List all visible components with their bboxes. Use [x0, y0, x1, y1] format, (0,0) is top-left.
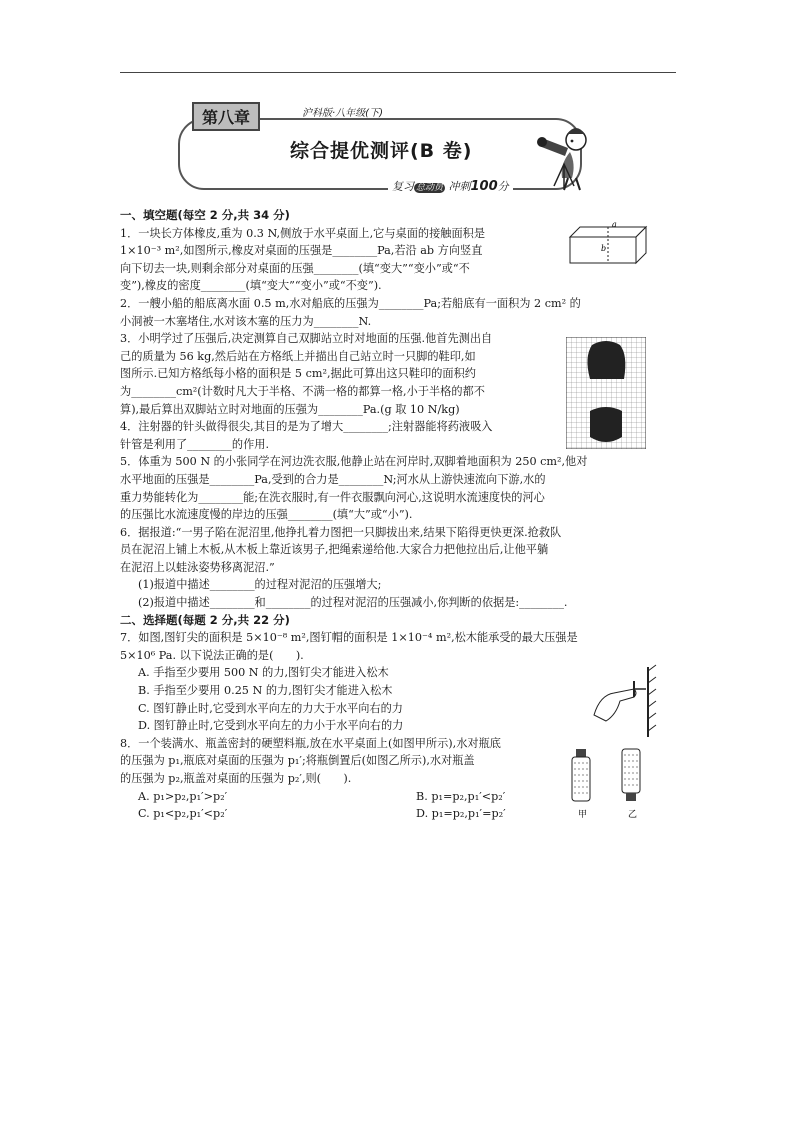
q6-subquestion: (1)报道中描述________的过程对泥沼的压强增大;	[138, 578, 382, 592]
q3-line: 图所示.已知方格纸每小格的面积是 5 cm²,据此可算出这只鞋印的面积约	[120, 367, 476, 381]
q3-line: 为________cm²(计数时凡大于半格、不满一格的都算一格,小于半格的都不	[120, 384, 485, 398]
q5-line: 重力势能转化为________能;在洗衣服时,有一件衣服飘向河心,这说明水流速度快的河心	[120, 490, 545, 504]
section-fill-blank-heading: 一、填空题(每空 2 分,共 34 分)	[120, 208, 290, 222]
q8-option-b[interactable]: B. p₁=p₂,p₁′<p₂′	[416, 789, 506, 803]
q7-option-a[interactable]: A. 手指至少要用 500 N 的力,图钉尖才能进入松木	[138, 666, 389, 680]
q1-line: 向下切去一块,则剩余部分对桌面的压强________(填“变大”“变小”或“不	[120, 261, 470, 275]
chapter-header	[170, 100, 600, 195]
fig-label-a: a	[612, 221, 617, 229]
q8-option-d[interactable]: D. p₁=p₂,p₁′=p₂′	[416, 807, 506, 821]
q4-line: 针管是利用了________的作用.	[120, 437, 269, 451]
q4-line: 4．注射器的针头做得很尖,其目的是为了增大________;注射器能将药液吸入	[120, 420, 493, 434]
shoeprint-grid-figure	[566, 337, 646, 449]
q7-option-d[interactable]: D. 图钉静止时,它受到水平向左的力小于水平向右的力	[138, 719, 404, 733]
slogan: 复习 总动员 冲刺100分	[388, 178, 513, 194]
q7-line: 7．如图,图钉尖的面积是 5×10⁻⁸ m²,图钉帽的面积是 1×10⁻⁴ m²,松木能承受的最大压强是	[120, 631, 578, 645]
q8-line: 的压强为 p₂,瓶盖对桌面的压强为 p₂′,则( ).	[120, 772, 352, 785]
question-body	[120, 207, 680, 823]
q3-line: 3．小明学过了压强后,决定测算自己双脚站立时对地面的压强.他首先测出自	[120, 332, 493, 346]
q7-option-c[interactable]: C. 图钉静止时,它受到水平向左的力大于水平向右的力	[138, 701, 403, 715]
q1-line: 变”),橡皮的密度________(填“变大”“变小”或“不变”).	[120, 279, 382, 293]
q8-line: 的压强为 p₁,瓶底对桌面的压强为 p₁′;将瓶倒置后(如图乙所示),水对瓶盖	[120, 754, 475, 768]
chapter-label: 第八章	[192, 102, 260, 131]
page-title: 综合提优测评(B 卷)	[290, 140, 473, 162]
q8-line: 8．一个装满水、瓶盖密封的硬塑料瓶,放在水平桌面上(如图甲所示),水对瓶底	[120, 736, 501, 750]
fig-label-jia: 甲	[578, 810, 588, 820]
q2-line: 2．一艘小船的船底离水面 0.5 m,水对船底的压强为________Pa;若船底有一面积为 2 cm² 的	[120, 296, 581, 310]
fig-label-yi: 乙	[628, 810, 638, 820]
q3-line: 算),最后算出双脚站立时对地面的压强为________Pa.(g 取 10 N/kg)	[120, 402, 460, 416]
q6-line: 员在泥沼上铺上木板,从木板上靠近该男子,把绳索递给他.大家合力把他拉出后,让他平躺	[120, 543, 549, 557]
q7-line: 5×10⁶ Pa. 以下说法正确的是( ).	[120, 648, 304, 662]
question-2	[120, 295, 680, 330]
q1-line: 1．一块长方体橡皮,重为 0.3 N,侧放于水平桌面上,它与桌面的接触面积是	[120, 226, 486, 240]
eraser-figure	[568, 221, 648, 265]
question-6	[120, 524, 680, 612]
q7-option-b[interactable]: B. 手指至少要用 0.25 N 的力,图钉尖才能进入松木	[138, 684, 393, 698]
section-choice-heading: 二、选择题(每题 2 分,共 22 分)	[120, 612, 290, 627]
q6-subquestion: (2)报道中描述________和________的过程对泥沼的压强减小,你判断的依据是:________.	[138, 596, 568, 610]
fig-label-b: b	[601, 244, 607, 253]
q5-line: 水平地面的压强是________Pa,受到的合力是________N;河水从上游快速流向下游,水的	[120, 472, 546, 486]
q3-line: 己的质量为 56 kg,然后站在方格纸上并描出自己站立时一只脚的鞋印,如	[120, 349, 476, 363]
q1-line: 1×10⁻³ m²,如图所示,橡皮对桌面的压强是________Pa,若沿 ab 方向竖直	[120, 244, 483, 258]
mascot-telescope-icon	[534, 122, 598, 194]
thumbtack-figure	[590, 663, 660, 741]
edition-label: 沪科版·八年级(下)	[302, 108, 383, 119]
q6-line: 6．据报道:“一男子陷在泥沼里,他挣扎着力图把一只脚拔出来,结果下陷得更快更深.抢救队	[120, 525, 562, 539]
q5-line: 的压强比水流速度慢的岸边的压强________(填“大”或“小”).	[120, 508, 413, 522]
question-5	[120, 453, 680, 523]
q8-option-c[interactable]: C. p₁<p₂,p₁′<p₂′	[138, 807, 228, 821]
q8-option-a[interactable]: A. p₁>p₂,p₁′>p₂′	[138, 789, 228, 803]
q5-line: 5．体重为 500 N 的小张同学在河边洗衣服,他静止站在河岸时,双脚着地面积为 250 cm²,他对	[120, 455, 588, 469]
top-rule	[120, 72, 676, 73]
bottle-figure	[568, 747, 668, 821]
q2-line: 小洞被一木塞堵住,水对该木塞的压力为________N.	[120, 314, 372, 328]
q6-line: 在泥沼上以蛙泳姿势移离泥沼.”	[120, 560, 275, 574]
